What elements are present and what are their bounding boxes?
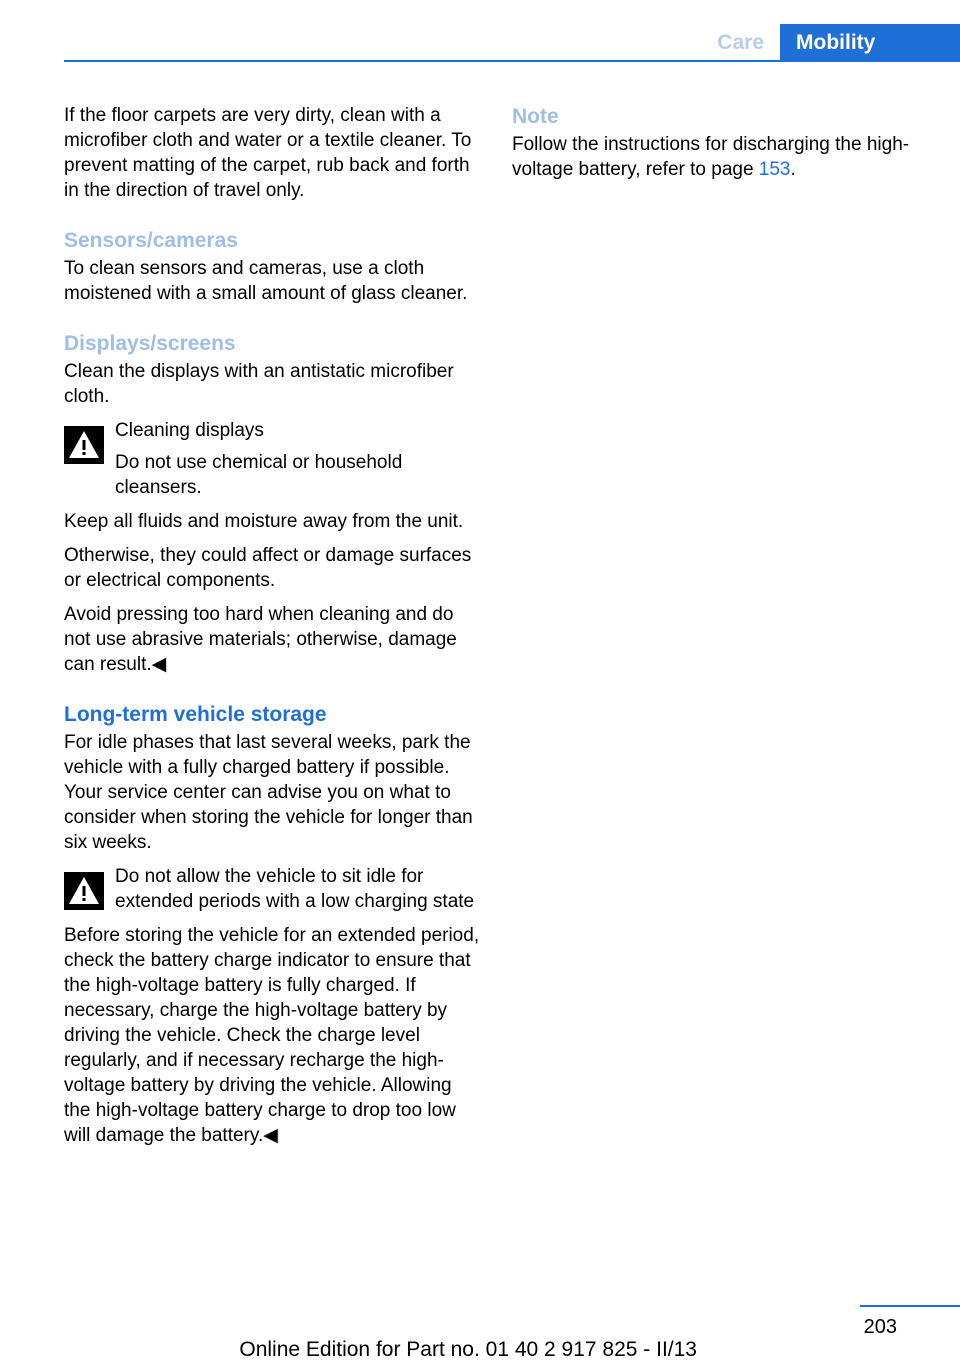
page-link[interactable]: 153 bbox=[758, 159, 791, 180]
header-rule bbox=[64, 60, 960, 62]
warning-icon bbox=[64, 872, 104, 910]
storage-heading: Long-term vehicle storage bbox=[64, 703, 327, 726]
sensors-text: To clean sensors and cameras, use a cloth moistened with a small amount of glass cleaner. bbox=[64, 258, 468, 304]
note-heading: Note bbox=[512, 105, 559, 128]
storage-warning-title: Do not allow the vehicle to sit idle for extended periods with a low charging state bbox=[115, 866, 475, 912]
page-number: 203 bbox=[863, 1316, 897, 1338]
right-column bbox=[512, 103, 930, 191]
displays-warning-title: Cleaning displays bbox=[115, 420, 264, 441]
sensors-heading: Sensors/cameras bbox=[64, 229, 238, 252]
displays-warning-line: Do not use chemical or household cleansers. bbox=[115, 452, 403, 498]
storage-text: For idle phases that last several weeks, park the vehicle with a fully charged battery if possible. Your service center can advise you on what to consider when storing the vehicle for longer than six weeks. bbox=[64, 732, 473, 853]
left-column bbox=[64, 103, 482, 1157]
note-end: . bbox=[790, 159, 796, 180]
header-tabs bbox=[701, 24, 960, 62]
warning-icon bbox=[64, 426, 104, 464]
tab-care[interactable]: Care bbox=[701, 24, 780, 62]
displays-p3: Avoid pressing too hard when cleaning and do not use abrasive materials; otherwise, damage can result.◀ bbox=[64, 604, 457, 675]
note-body: Follow the instructions for discharging the high-voltage battery, refer to page bbox=[512, 134, 910, 180]
storage-p1: Before storing the vehicle for an extended period, check the battery charge indicator to ensure that the high-voltage battery is fully charged. If necessary, charge the high-voltage battery by driving the vehicle. Check the charge level regularly, and if necessary recharge the high-voltage battery by driving the vehicle. Allowing the high-voltage battery charge to drop too low will damage the battery.◀ bbox=[64, 925, 480, 1146]
displays-p2: Otherwise, they could affect or damage surfaces or electrical components. bbox=[64, 545, 472, 591]
displays-p1: Keep all fluids and moisture away from the unit. bbox=[64, 511, 464, 532]
displays-warning bbox=[64, 418, 482, 500]
footer-rule bbox=[860, 1305, 960, 1307]
intro-paragraph: If the floor carpets are very dirty, clean with a microfiber cloth and water or a textile cleaner. To prevent matting of the carpet, rub back and forth in the direction of travel only. bbox=[64, 105, 472, 201]
storage-warning bbox=[64, 864, 482, 914]
displays-heading: Displays/screens bbox=[64, 332, 236, 355]
edition-line: Online Edition for Part no. 01 40 2 917 825 - II/13 bbox=[239, 1338, 697, 1361]
note-text bbox=[512, 132, 930, 182]
displays-text: Clean the displays with an antistatic microfiber cloth. bbox=[64, 361, 454, 407]
tab-mobility[interactable]: Mobility bbox=[780, 24, 960, 62]
